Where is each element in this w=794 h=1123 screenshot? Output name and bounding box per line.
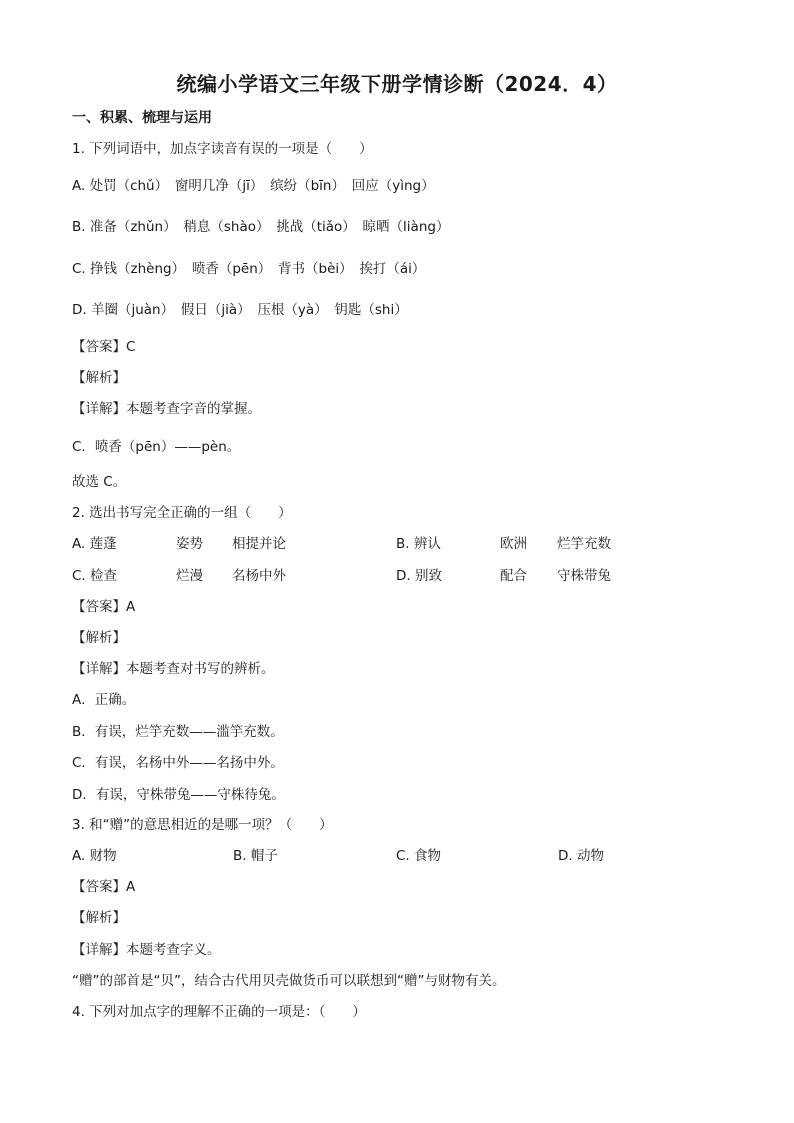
q3-option-b: B. 帽子 — [233, 848, 278, 864]
q2-option-d-word2: 配合 — [500, 568, 527, 584]
q3-detail: 【详解】本题考查字义。 — [72, 942, 221, 958]
q2-explanation: A．正确。 — [72, 692, 136, 708]
q2-option-c-word2: 烂漫 — [176, 568, 203, 584]
page-title: 统编小学语文三年级下册学情诊断（2024．4） — [176, 72, 618, 96]
q2-explanation: D．有误，守株带兔——守株待兔。 — [72, 787, 285, 803]
q1-analysis-label: 【解析】 — [72, 370, 126, 386]
q2-option-c-word3: 名杨中外 — [232, 568, 286, 584]
q1-answer: 【答案】C — [72, 339, 136, 355]
q2-option-b-word2: 欧洲 — [500, 536, 527, 552]
q2-option-a-word2: 姿势 — [176, 536, 203, 552]
q2-analysis-label: 【解析】 — [72, 630, 126, 646]
q3-answer: 【答案】A — [72, 879, 136, 895]
q1-detail: 【详解】本题考查字音的掌握。 — [72, 401, 261, 417]
q1-explanation: C．喷香（pēn）——pèn。 — [72, 439, 241, 455]
q2-explanation: C．有误，名杨中外——名扬中外。 — [72, 755, 284, 771]
q1-option-b: B. 准备（zhǔn） 稍息（shào） 挑战（tiǎo） 晾晒（liàng） — [72, 219, 450, 235]
q2-detail: 【详解】本题考查对书写的辨析。 — [72, 661, 275, 677]
q2-option-d-word3: 守株带兔 — [557, 568, 611, 584]
q2-stem: 2. 选出书写完全正确的一组（ ） — [72, 505, 292, 521]
q3-option-d: D. 动物 — [558, 848, 604, 864]
q2-option-a-word1: A. 莲蓬 — [72, 536, 117, 552]
q1-stem: 1. 下列词语中，加点字读音有误的一项是（ ） — [72, 141, 373, 157]
q2-option-b-word1: B. 辨认 — [396, 536, 441, 552]
q2-answer: 【答案】A — [72, 599, 136, 615]
q2-option-c-word1: C. 检查 — [72, 568, 118, 584]
q2-option-b-word3: 烂竽充数 — [557, 536, 611, 552]
q3-option-a: A. 财物 — [72, 848, 117, 864]
q2-option-d-word1: D. 别致 — [396, 568, 442, 584]
q1-conclusion: 故选 C。 — [72, 474, 127, 490]
q3-stem: 3. 和“赠”的意思相近的是哪一项？（ ） — [72, 817, 333, 833]
q2-option-a-word3: 相提并论 — [232, 536, 286, 552]
q3-explanation: “赠”的部首是“贝”，结合古代用贝壳做货币可以联想到“赠”与财物有关。 — [72, 973, 506, 989]
q2-explanation: B．有误，烂竽充数——滥竽充数。 — [72, 724, 284, 740]
section-heading: 一、积累、梳理与运用 — [72, 110, 212, 126]
q3-analysis-label: 【解析】 — [72, 910, 126, 926]
q4-stem: 4. 下列对加点字的理解不正确的一项是：（ ） — [72, 1004, 366, 1020]
q3-option-c: C. 食物 — [396, 848, 442, 864]
q1-option-c: C. 挣钱（zhèng） 喷香（pēn） 背书（bèi） 挨打（ái） — [72, 261, 426, 277]
q1-option-a: A. 处罚（chǔ） 窗明几净（jī） 缤纷（bīn） 回应（yìng） — [72, 178, 435, 194]
q1-option-d: D. 羊圈（juàn） 假日（jià） 压根（yà） 钥匙（shi） — [72, 302, 408, 318]
